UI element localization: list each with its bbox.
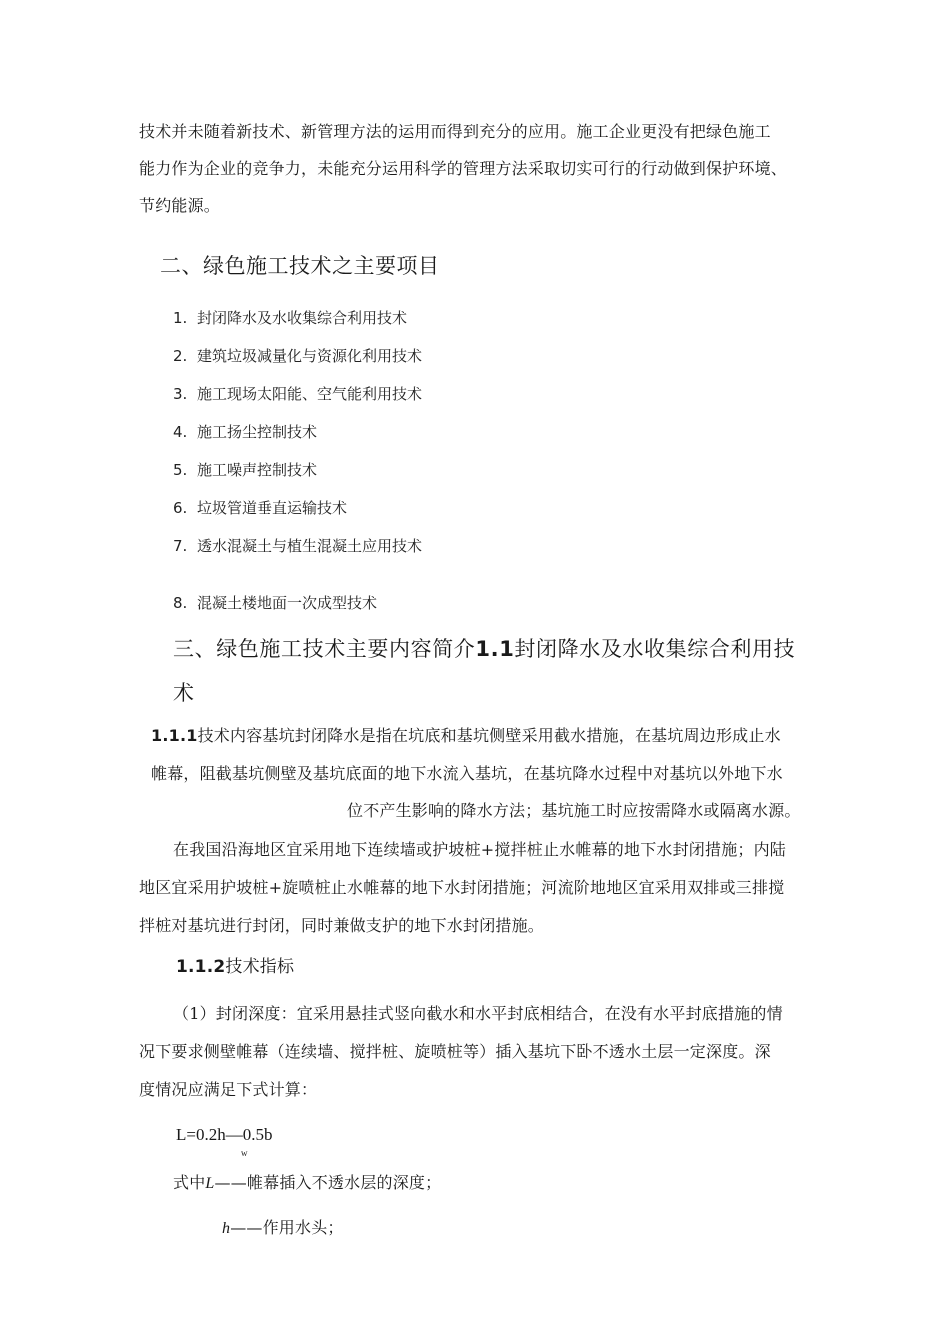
subsection-1-1-1-line-2: 帷幕，阻截基坑侧壁及基坑底面的地下水流入基坑，在基坑降水过程中对基坑以外地下水: [151, 764, 783, 783]
list-item-number: 3.: [173, 385, 188, 403]
paragraph-3-line-3: 度情况应满足下式计算：: [139, 1080, 318, 1099]
definition-l: [173, 1175, 441, 1192]
subsection-number: 1.1.1: [151, 726, 198, 745]
list-item-text: 混凝土楼地面一次成型技术: [197, 594, 378, 612]
list-item: [173, 307, 407, 328]
paragraph-3-line-2: 况下要求侧壁帷幕（连续墙、搅拌桩、旋喷桩等）插入基坑下卧不透水土层一定深度。深: [139, 1042, 771, 1061]
subsection-1-1-1-line-1: 技术内容基坑封闭降水是指在坑底和基坑侧壁采用截水措施，在基坑周边形成止水: [197, 726, 781, 745]
section-3-heading-subtitle: 封闭降水及水收集综合利用技: [514, 637, 796, 661]
section-3-heading: [173, 633, 795, 663]
section-3-heading-text: 三、绿色施工技术主要内容简介: [173, 637, 476, 661]
list-item-number: 4.: [173, 423, 188, 441]
list-item-number: 7.: [173, 537, 188, 555]
variable-h: h: [222, 1220, 231, 1237]
section-3-heading-continued: 术: [173, 681, 195, 705]
list-item-number: 8.: [173, 594, 188, 612]
paragraph-2-line-3: 拌桩对基坑进行封闭，同时兼做支护的地下水封闭措施。: [139, 916, 545, 935]
definition-h: [222, 1220, 344, 1237]
list-item-text: 施工扬尘控制技术: [197, 423, 318, 441]
list-item-text: 施工噪声控制技术: [197, 461, 318, 479]
list-item-number: 5.: [173, 461, 188, 479]
subsection-title: 技术指标: [225, 957, 295, 977]
list-item-number: 6.: [173, 499, 188, 517]
section-2-heading: 二、绿色施工技术之主要项目: [160, 254, 440, 278]
list-item: [173, 421, 317, 442]
list-item: [173, 535, 422, 556]
list-item: [173, 592, 377, 613]
definition-l-text: ——帷幕插入不透水层的深度；: [214, 1173, 442, 1192]
definition-h-text: ——作用水头；: [230, 1218, 344, 1237]
list-item-text: 透水混凝土与植生混凝土应用技术: [197, 537, 423, 555]
list-item: [173, 383, 422, 404]
subsection-1-1-1: [151, 728, 781, 744]
intro-line-1: 技术并未随着新技术、新管理方法的运用而得到充分的应用。施工企业更没有把绿色施工: [139, 122, 771, 141]
list-item-text: 施工现场太阳能、空气能利用技术: [197, 385, 423, 403]
intro-line-3: 节约能源。: [139, 196, 221, 215]
list-item: [173, 345, 422, 366]
paragraph-2-line-2: 地区宜采用护坡桩+旋喷桩止水帷幕的地下水封闭措施；河流阶地地区宜采用双排或三排搅: [139, 878, 785, 897]
list-item-text: 封闭降水及水收集综合利用技术: [197, 309, 408, 327]
subsection-number: 1.1.2: [176, 957, 226, 977]
definition-prefix: 式中: [173, 1173, 206, 1192]
variable-l: L: [205, 1175, 215, 1192]
list-item: [173, 459, 317, 480]
list-item-number: 2.: [173, 347, 188, 365]
formula: L=0.2h—0.5b: [176, 1125, 273, 1144]
subsection-1-1-2: [176, 959, 294, 976]
subsection-1-1-1-line-3: 位不产生影响的降水方法；基坑施工时应按需降水或隔离水源。: [347, 801, 801, 820]
formula-subscript: w: [241, 1148, 248, 1158]
paragraph-3-line-1: （1）封闭深度：宜采用悬挂式竖向截水和水平封底相结合，在没有水平封底措施的情: [173, 1004, 783, 1023]
list-item-number: 1.: [173, 309, 188, 327]
list-item-text: 垃圾管道垂直运输技术: [197, 499, 348, 517]
intro-line-2: 能力作为企业的竞争力，未能充分运用科学的管理方法采取切实可行的行动做到保护环境、: [139, 159, 788, 178]
list-item-text: 建筑垃圾减量化与资源化利用技术: [197, 347, 423, 365]
list-item: [173, 497, 347, 518]
section-3-heading-number: 1.1: [475, 637, 515, 661]
paragraph-2-line-1: 在我国沿海地区宜采用地下连续墙或护坡桩+搅拌桩止水帷幕的地下水封闭措施；内陆: [173, 840, 787, 859]
